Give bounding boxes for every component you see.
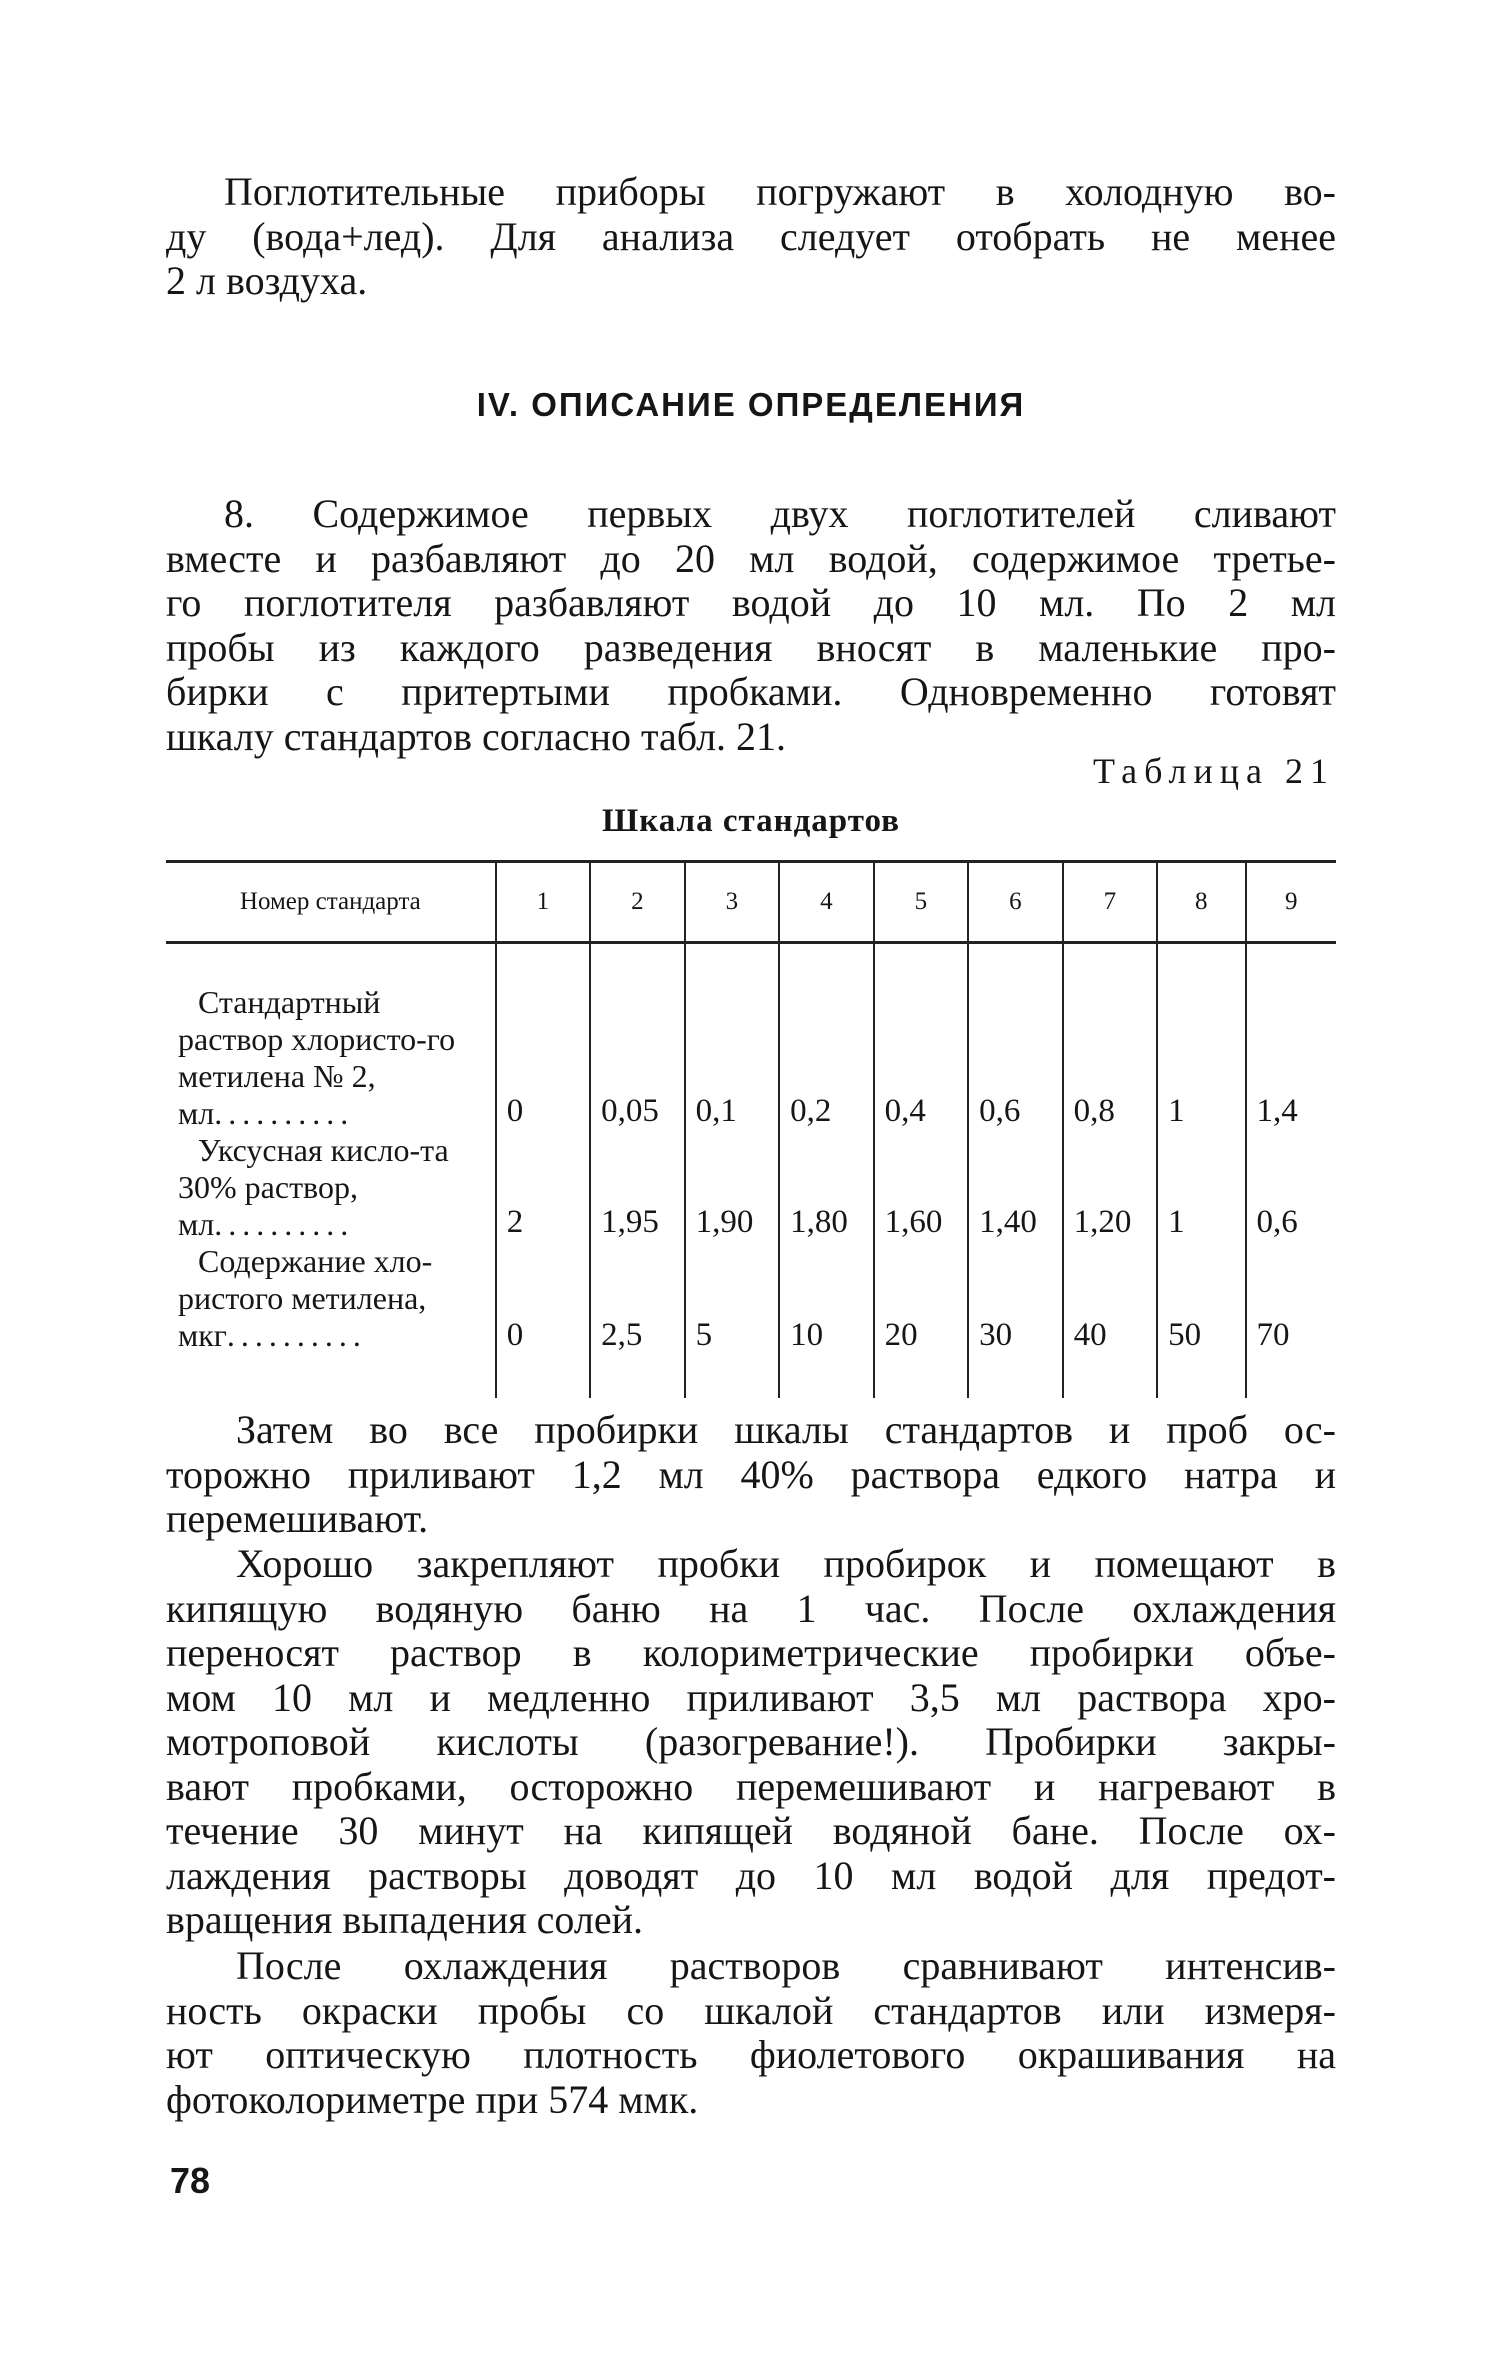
header-cell: 2 [590, 862, 684, 943]
row-unit-line [178, 1206, 483, 1243]
text-line: Поглотительные приборы погружают в холодную во- [224, 169, 1336, 214]
text-line: шкалу стандартов согласно табл. 21. [166, 713, 787, 759]
text-line: Затем во все пробирки шкалы стандартов и проб ос- [236, 1407, 1336, 1452]
table-cell: 1 [1157, 943, 1245, 1133]
text-line: бирки с притертыми пробками. Одновременно готовят [166, 669, 1336, 714]
text-line: лаждения растворы доводят до 10 мл водой для предот- [166, 1852, 1336, 1898]
table-cell: 2 [496, 1132, 590, 1243]
header-cell: 5 [874, 862, 968, 943]
text-line: торожно приливают 1,2 мл 40% раствора едкого натра и [166, 1451, 1336, 1497]
row-label-cell [166, 1132, 496, 1243]
text-line: мотроповой кислоты (разогревание!). Пробирки закры- [166, 1719, 1336, 1764]
text-line: ют оптическую плотность фиолетового окрашивания на [166, 2032, 1336, 2077]
after-table-paragraph [166, 1408, 1336, 1542]
header-cell: 3 [685, 862, 779, 943]
table-cell: 40 [1063, 1243, 1157, 1398]
table-cell: 0,6 [968, 943, 1062, 1133]
leader-dots: .......... [226, 1317, 367, 1353]
header-cell: 7 [1063, 862, 1157, 943]
table-cell: 20 [874, 1243, 968, 1398]
header-cell: 6 [968, 862, 1062, 943]
text-line: ность окраски пробы со шкалой стандартов или измеря- [166, 1987, 1336, 2033]
header-cell: 1 [496, 862, 590, 943]
table-cell: 1,95 [590, 1132, 684, 1243]
text-line: фотоколориметре при 574 ммк. [166, 2076, 699, 2122]
table-cell: 1,60 [874, 1132, 968, 1243]
row-label: Содержание хло-ристого метилена, [178, 1243, 433, 1316]
table-cell: 1,20 [1063, 1132, 1157, 1243]
table-cell: 0 [496, 943, 590, 1133]
table-cell: 0 [496, 1243, 590, 1398]
text-line: течение 30 минут на кипящей водяной бане. После ох- [166, 1808, 1336, 1853]
table-cell: 0,4 [874, 943, 968, 1133]
table-cell: 1,80 [779, 1132, 873, 1243]
standards-table [166, 860, 1336, 1398]
text-line: Хорошо закрепляют пробки пробирок и помещают в [236, 1541, 1336, 1586]
table-cell: 0,6 [1246, 1132, 1336, 1243]
leader-dots: .......... [214, 1095, 355, 1131]
text-line: 8. Содержимое первых двух поглотителей сливают [224, 491, 1336, 536]
row-unit: мкг [178, 1317, 227, 1353]
table-row [166, 1243, 1336, 1398]
text-line: переносят раствор в колориметрические пробирки объе- [166, 1630, 1336, 1675]
row-unit-line [178, 1317, 483, 1354]
heating-paragraph [166, 1542, 1336, 1943]
text-line: вают пробками, осторожно перемешивают и нагревают в [166, 1763, 1336, 1809]
table-cell: 1,4 [1246, 943, 1336, 1133]
table-caption: Шкала стандартов [602, 803, 900, 839]
table-number: Таблица 21 [1093, 751, 1335, 791]
table-header-row [166, 862, 1336, 943]
intro-paragraph [166, 170, 1336, 304]
text-line: После охлаждения растворов сравнивают интенсив- [236, 1943, 1336, 1988]
table-row [166, 943, 1336, 1133]
final-paragraph [166, 1944, 1336, 2122]
table-cell: 1 [1157, 1132, 1245, 1243]
table-row [166, 1132, 1336, 1243]
text-line: пробы из каждого разведения вносят в маленькие про- [166, 624, 1336, 670]
table-cell: 10 [779, 1243, 873, 1398]
text-line: ду (вода+лед). Для анализа следует отобрать не менее [166, 213, 1336, 259]
table-cell: 0,2 [779, 943, 873, 1133]
table-cell: 2,5 [590, 1243, 684, 1398]
header-cell-label: Номер стандарта [239, 888, 421, 915]
header-cell: 8 [1157, 862, 1245, 943]
table-cell: 1,40 [968, 1132, 1062, 1243]
text-line: мом 10 мл и медленно приливают 3,5 мл раствора хро- [166, 1674, 1336, 1720]
text-line: перемешивают. [166, 1496, 429, 1541]
text-line: вместе и разбавляют до 20 мл водой, содержимое третье- [166, 535, 1336, 581]
row-label-cell [166, 943, 496, 1133]
text-line: 2 л воздуха. [166, 258, 368, 303]
text-line: го поглотителя разбавляют водой до 10 мл. По 2 мл [166, 580, 1336, 625]
table-cell: 0,1 [685, 943, 779, 1133]
table-cell: 0,05 [590, 943, 684, 1133]
page-number: 78 [170, 2160, 211, 2201]
leader-dots: .......... [214, 1206, 355, 1242]
section-heading: IV. ОПИСАНИЕ ОПРЕДЕЛЕНИЯ [476, 386, 1026, 423]
row-label: Уксусная кисло-та 30% раствор, [178, 1132, 449, 1205]
row-label-cell [166, 1243, 496, 1398]
row-unit-line [178, 1095, 483, 1132]
table-cell: 30 [968, 1243, 1062, 1398]
row-label: Стандартный раствор хлористо-го метилена № 2, [178, 984, 456, 1094]
table-cell: 5 [685, 1243, 779, 1398]
text-line: вращения выпадения солей. [166, 1897, 643, 1942]
table-cell: 1,90 [685, 1132, 779, 1243]
header-cell: 9 [1246, 862, 1336, 943]
table-cell: 0,8 [1063, 943, 1157, 1133]
step-8-paragraph [166, 492, 1336, 759]
text-line: кипящую водяную баню на 1 час. После охлаждения [166, 1585, 1336, 1631]
row-unit: мл [178, 1095, 215, 1131]
table-cell: 50 [1157, 1243, 1245, 1398]
table-cell: 70 [1246, 1243, 1336, 1398]
row-unit: мл [178, 1206, 215, 1242]
header-cell: 4 [779, 862, 873, 943]
